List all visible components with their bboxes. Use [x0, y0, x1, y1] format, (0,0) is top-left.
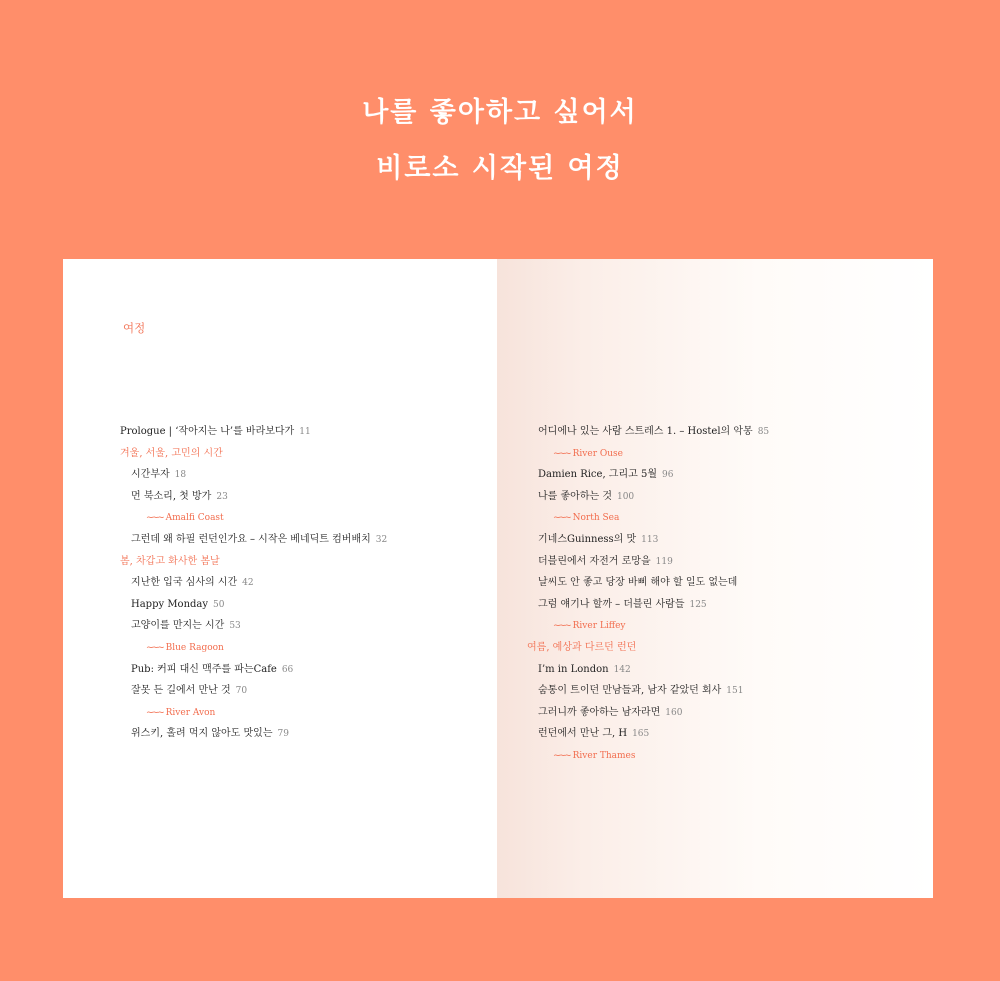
toc-entry-title: 그러니까 좋아하는 남자라면: [538, 706, 661, 718]
toc-river-interlude: [146, 641, 224, 655]
toc-entry-title: 시간부자: [131, 469, 170, 481]
river-name: River Liffey: [572, 621, 626, 632]
book-spread: [63, 259, 933, 898]
toc-entry-title: 잘못 든 길에서 만난 것: [131, 685, 231, 697]
toc-entry-title: I’m in London: [538, 663, 609, 675]
toc-page-number: 125: [689, 599, 707, 610]
toc-entry-title: 나를 좋아하는 것: [538, 490, 612, 502]
toc-page-number: 100: [616, 491, 635, 502]
toc-section-heading: 겨울, 서울, 고민의 시간: [120, 447, 223, 459]
toc-page-number: 79: [277, 729, 289, 740]
toc-entry: [538, 706, 682, 720]
toc-entry-title: 더블린에서 자전거 로망을: [538, 555, 651, 567]
toc-entry-title: 고양이를 만지는 시간: [131, 620, 225, 632]
toc-page-number: 151: [726, 686, 744, 697]
toc-entry: [538, 598, 707, 612]
wave-icon: ~~~: [146, 707, 163, 718]
wave-icon: ~~~: [146, 643, 163, 653]
toc-entry: [131, 533, 387, 547]
toc-entry: [538, 468, 673, 482]
toc-page-number: 11: [299, 427, 311, 437]
toc-entry-title: Prologue | ‘작아지는 나’를 바라보다가: [120, 426, 295, 437]
toc-page-number: 32: [375, 535, 388, 545]
wave-icon: ~~~: [553, 621, 570, 632]
toc-entry-title: 그럼 얘기나 할까 – 더블린 사람들: [538, 598, 685, 610]
toc-entry: [131, 490, 228, 504]
toc-entry-title: 지난한 입국 심사의 시간: [131, 577, 238, 589]
wave-icon: ~~~: [553, 448, 570, 459]
toc-title: 여정: [123, 321, 146, 335]
toc-entry-title: Pub: 커피 대신 맥주를 파는Cafe: [131, 663, 277, 675]
toc-entry-title: 위스키, 홀려 먹지 않아도 맛있는: [131, 728, 273, 740]
toc-entry: [131, 663, 293, 677]
toc-entry-title: Happy Monday: [131, 598, 209, 610]
toc-entry: [538, 490, 634, 504]
toc-entry-title: 어디에나 있는 사람 스트레스 1. – Hostel의 악몽: [538, 426, 753, 437]
toc-page-number: 50: [213, 599, 225, 610]
toc-entry-title: 기네스Guinness의 맛: [538, 534, 637, 545]
toc-river-interlude: [553, 619, 626, 633]
toc-entry: [131, 468, 186, 482]
toc-entry: [538, 684, 743, 698]
toc-entry-title: 날씨도 안 좋고 당장 바삐 해야 할 일도 없는데: [538, 577, 738, 589]
toc-river-interlude: [553, 447, 623, 461]
toc-river-interlude: [146, 511, 224, 525]
toc-entry: [538, 576, 737, 590]
river-name: Amalfi Coast: [165, 513, 224, 524]
toc-entry: [538, 425, 769, 439]
toc-page-number: 96: [661, 470, 674, 481]
toc-entry-title: 숨통이 트이던 만남들과, 남자 같았던 회사: [538, 685, 722, 697]
toc-entry-title: 그런데 왜 하필 런던인가요 – 시작은 베네딕트 컴버배치: [131, 534, 371, 545]
toc-page-number: 113: [641, 535, 659, 545]
toc-river-interlude: [146, 706, 215, 720]
toc-page-number: 66: [281, 664, 294, 675]
river-name: Blue Ragoon: [165, 643, 224, 653]
toc-river-interlude: [553, 749, 636, 763]
toc-entry: [120, 425, 311, 439]
toc-entry-title: 먼 북소리, 첫 방가: [131, 490, 212, 502]
toc-page-number: 165: [632, 729, 650, 740]
toc-entry: [131, 576, 254, 590]
toc-entry: [538, 533, 658, 547]
toc-river-interlude: [553, 511, 619, 525]
toc-entry: [131, 619, 241, 633]
toc-entry: [131, 684, 247, 698]
river-name: River Ouse: [572, 448, 623, 459]
toc-page-number: 160: [665, 707, 683, 718]
toc-page-number: 70: [235, 686, 248, 697]
wave-icon: ~~~: [553, 751, 570, 761]
river-name: River Avon: [165, 707, 216, 718]
toc-entry: [538, 727, 649, 741]
toc-page-number: 23: [216, 491, 228, 502]
toc-entry: [538, 555, 673, 569]
toc-section-heading: 여름, 예상과 다르던 런던: [527, 642, 637, 653]
toc-page-number: 18: [174, 470, 187, 481]
toc-entry: [131, 727, 289, 741]
toc-entry: [131, 598, 224, 612]
toc-page-number: 42: [242, 578, 254, 589]
toc-entry: [538, 663, 631, 677]
river-name: North Sea: [572, 513, 620, 524]
headline-line-2: 비로소 시작된 여정: [376, 153, 624, 184]
wave-icon: ~~~: [553, 513, 570, 524]
toc-page-number: 119: [655, 556, 673, 567]
toc-page-number: 85: [757, 427, 770, 437]
river-name: River Thames: [572, 751, 636, 761]
toc-section-heading: 봄, 차갑고 화사한 봄날: [120, 555, 220, 567]
left-page: [63, 259, 497, 898]
toc-entry-title: 런던에서 만난 그, H: [538, 728, 628, 740]
right-page: [497, 259, 933, 898]
toc-entry-title: Damien Rice, 그리고 5월: [538, 469, 657, 481]
toc-page-number: 53: [229, 621, 241, 632]
wave-icon: ~~~: [146, 513, 163, 524]
headline-line-1: 나를 좋아하고 싶어서: [362, 97, 638, 128]
toc-page-number: 142: [613, 664, 631, 675]
